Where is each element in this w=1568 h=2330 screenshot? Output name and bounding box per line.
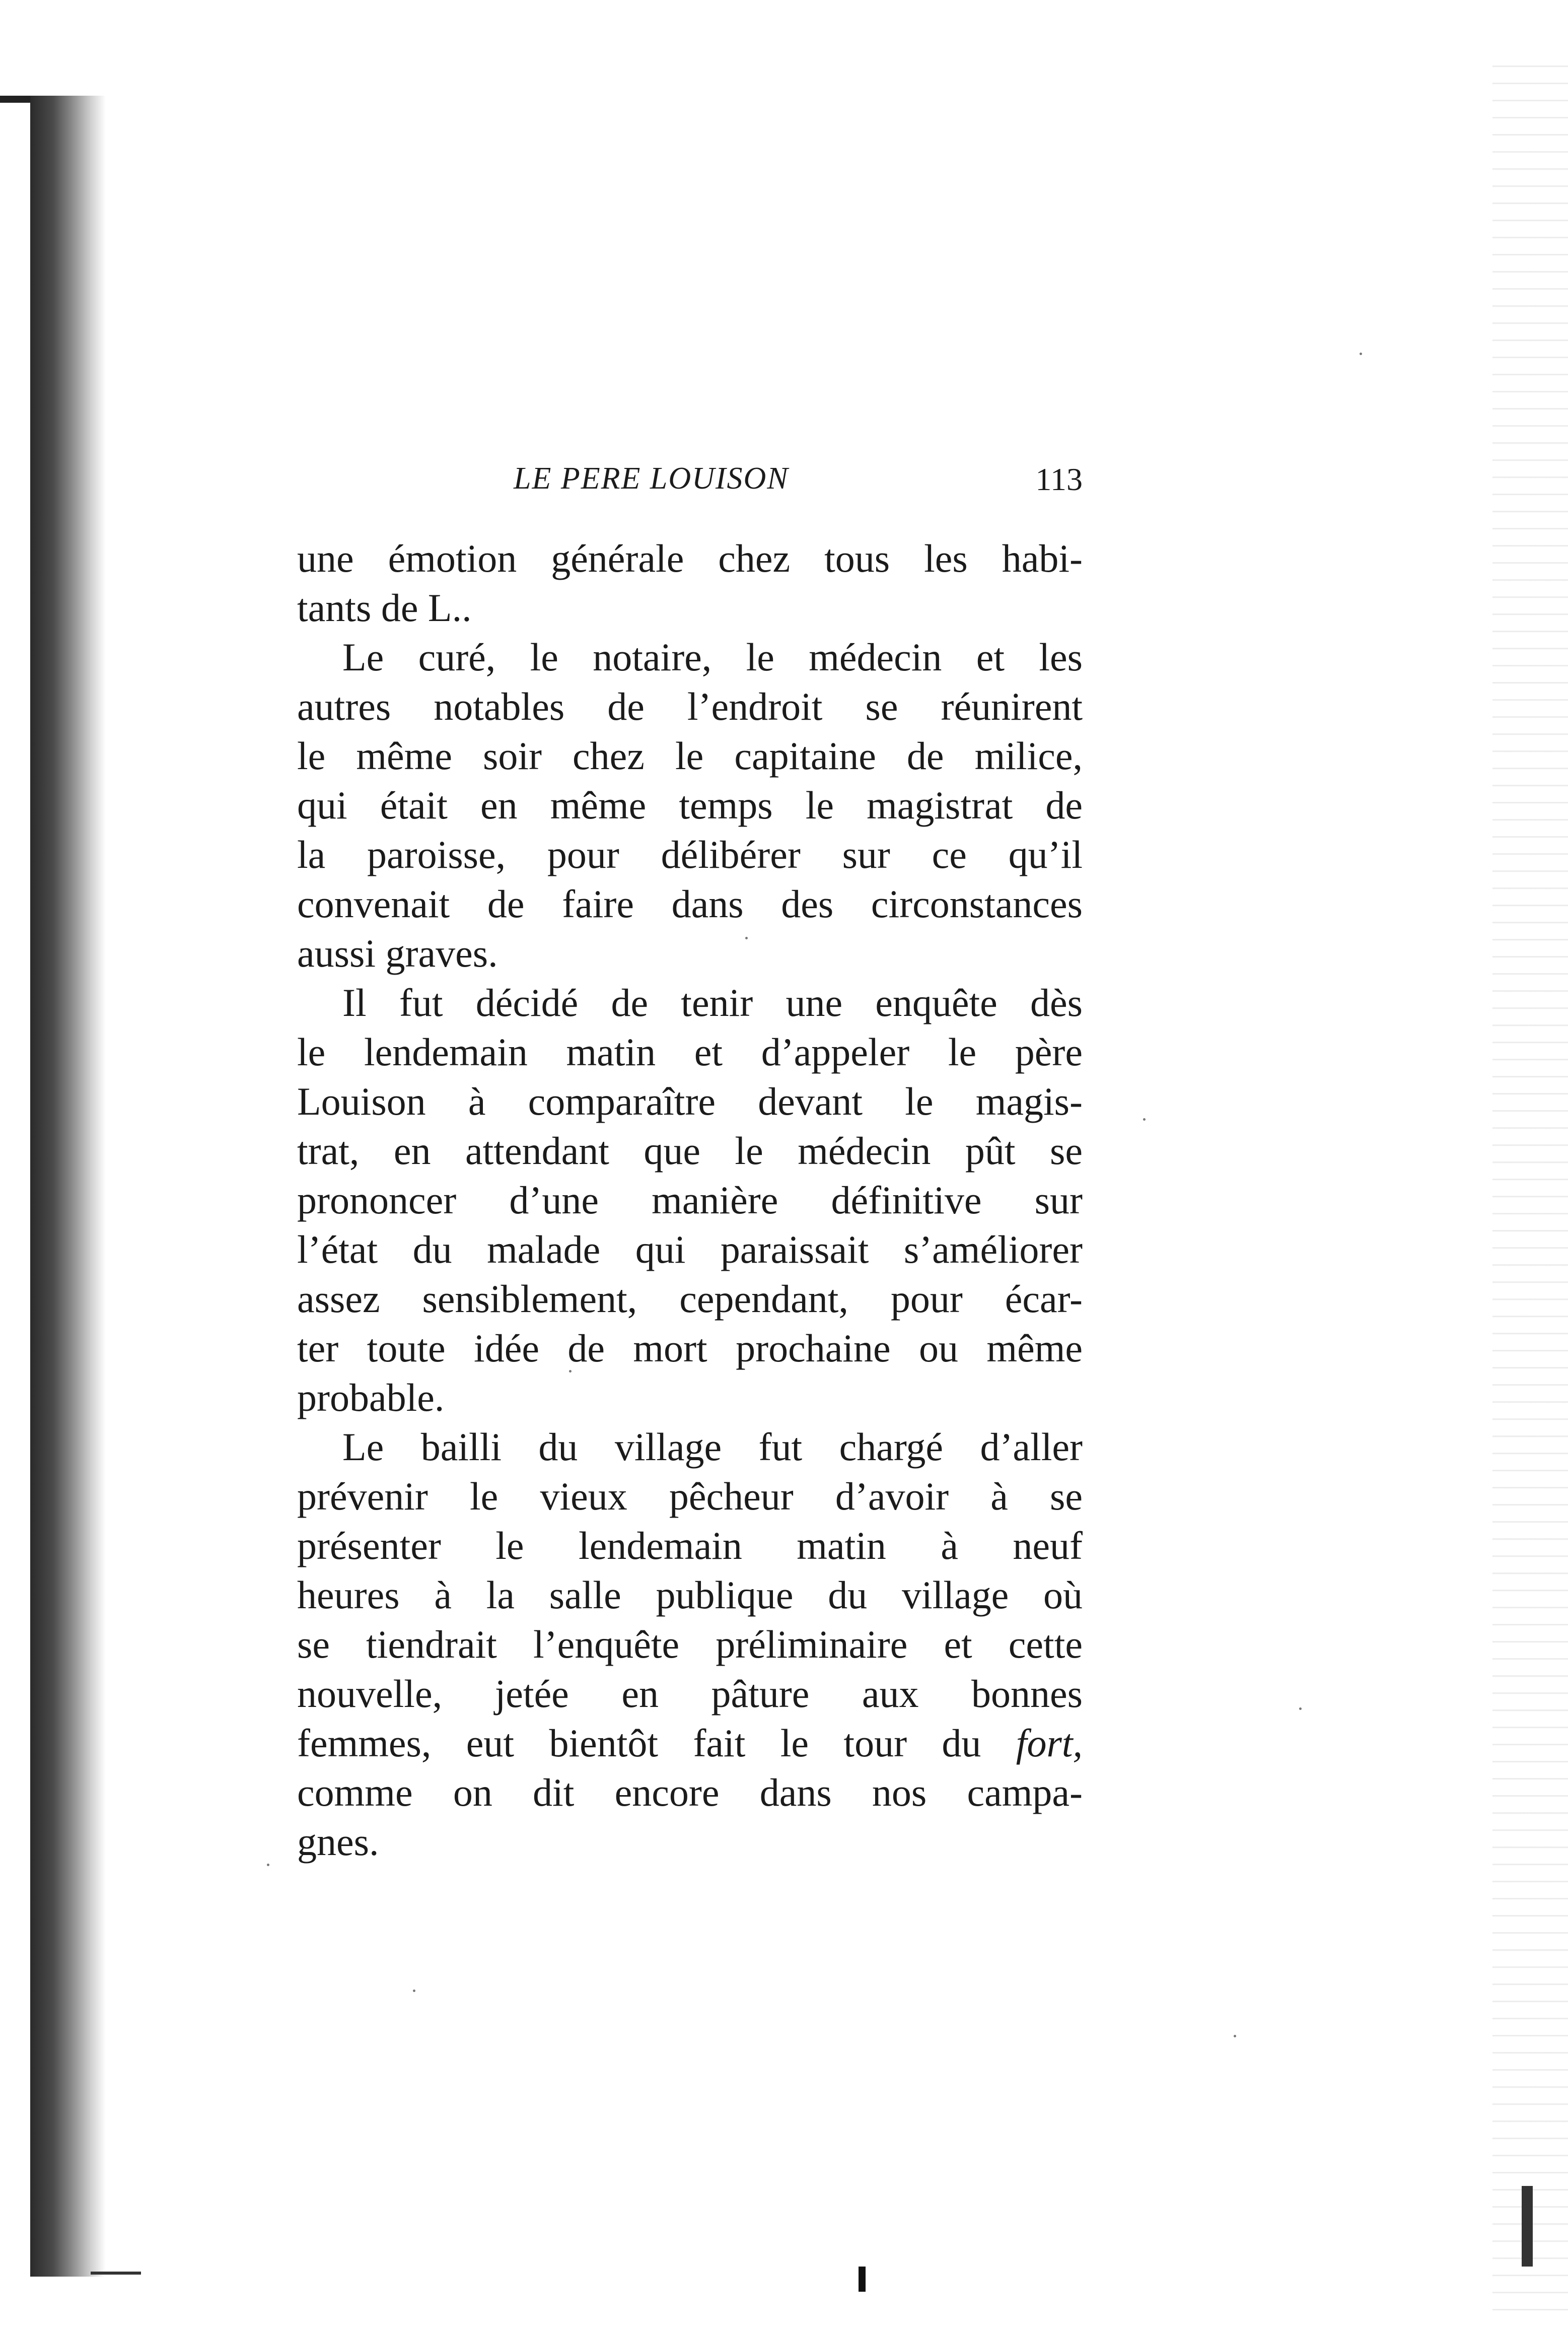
text-line: se tiendrait l’enquête préliminaire et cette [297,1622,1083,1666]
text-line: prévenir le vieux pêcheur d’avoir à se [297,1474,1083,1518]
text-line-roman: femmes, eut bientôt fait le tour du [297,1721,981,1765]
text-line: autres notables de l’endroit se réunirent [297,684,1083,728]
book-binding-shadow [30,96,106,2277]
text-line: gnes. [297,1820,379,1864]
italic-word: fort, [1016,1721,1083,1765]
page-number: 113 [1035,461,1083,497]
scan-speck [267,1864,269,1866]
page-edge-shadow [1492,50,1568,2317]
scan-speck [1360,353,1362,355]
text-line-with-italic [297,1719,1083,1768]
text-line: trat, en attendant que le médecin pût se [297,1129,1083,1173]
scan-speck [1234,2035,1236,2037]
text-line: l’état du malade qui paraissait s’améliorer [297,1227,1083,1271]
running-title: LE PERE LOUISON [514,461,789,496]
binding-edge-bottom [91,2272,141,2275]
text-line: assez sensiblement, cependant, pour écar- [297,1277,1083,1321]
text-line: aussi graves. [297,931,498,975]
running-head [297,461,1083,506]
text-line: le lendemain matin et d’appeler le père [297,1030,1083,1074]
scan-speck [745,937,748,939]
text-line: ter toute idée de mort prochaine ou même [297,1326,1083,1370]
scan-speck [413,1990,415,1992]
text-line: Louison à comparaître devant le magis- [297,1079,1083,1123]
text-line: présenter le lendemain matin à neuf [297,1524,1083,1567]
text-line: qui était en même temps le magistrat de [297,783,1083,827]
page-edge-mark [1522,2186,1533,2267]
scan-speck [1143,1118,1146,1121]
text-line: nouvelle, jetée en pâture aux bonnes [297,1672,1083,1716]
text-line: le même soir chez le capitaine de milice, [297,734,1083,778]
text-line: une émotion générale chez tous les habi- [297,536,1083,580]
text-line: Le curé, le notaire, le médecin et les [342,635,1083,679]
text-line: Le bailli du village fut chargé d’aller [342,1425,1083,1469]
text-line: la paroisse, pour délibérer sur ce qu’il [297,833,1083,876]
text-line: probable. [297,1376,445,1419]
text-line: tants de L.. [297,586,472,630]
text-line: convenait de faire dans des circonstances [297,882,1083,926]
text-line: Il fut décidé de tenir une enquête dès [342,981,1083,1024]
body-text [297,534,1083,1867]
bottom-ink-mark [859,2267,866,2292]
text-line: comme on dit encore dans nos campa- [297,1770,1083,1814]
text-line: prononcer d’une manière définitive sur [297,1178,1083,1222]
text-line: heures à la salle publique du village où [297,1573,1083,1617]
scan-speck [569,1370,572,1373]
scan-speck [1299,1707,1302,1710]
